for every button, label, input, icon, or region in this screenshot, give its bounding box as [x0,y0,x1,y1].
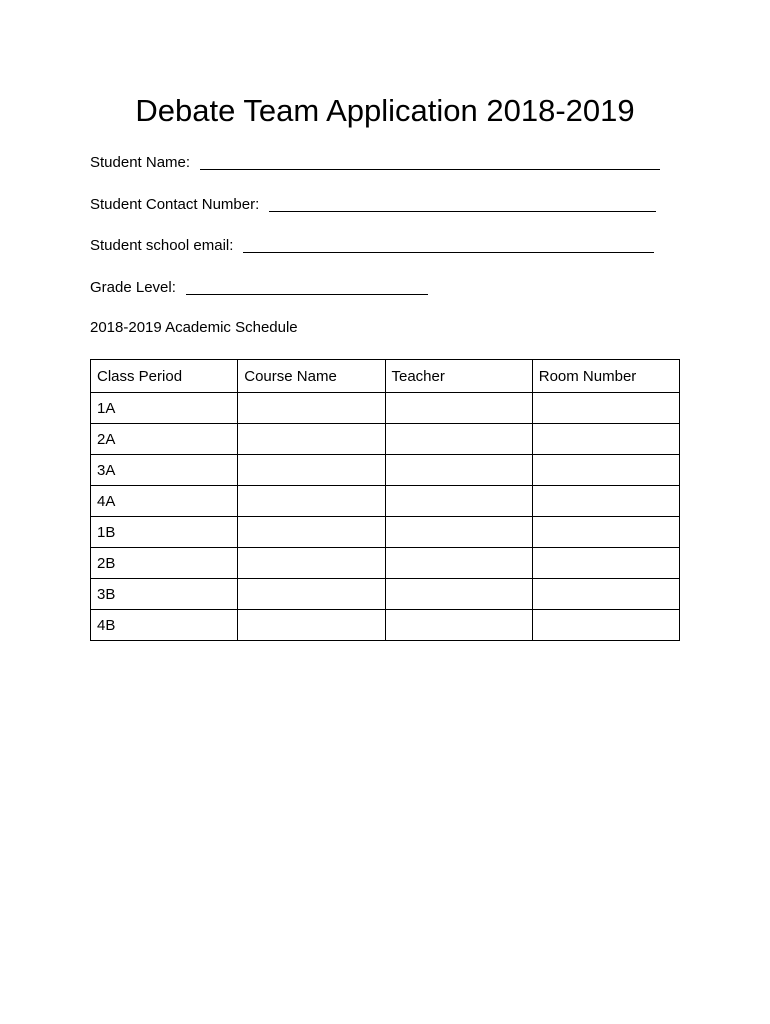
contact-number-blank[interactable] [269,197,656,212]
class-period-cell: 3B [91,579,238,610]
table-cell[interactable] [385,517,532,548]
table-cell[interactable] [238,455,385,486]
grade-level-label: Grade Level: [90,279,176,296]
table-row [91,486,680,517]
class-period-cell: 3A [91,455,238,486]
table-cell[interactable] [238,424,385,455]
table-cell[interactable] [385,455,532,486]
table-cell[interactable] [385,393,532,424]
grade-level-blank[interactable] [186,280,428,295]
table-cell[interactable] [532,610,679,641]
table-row [91,548,680,579]
school-email-label: Student school email: [90,237,234,254]
table-row [91,455,680,486]
school-email-field[interactable] [90,231,654,255]
table-cell[interactable] [532,424,679,455]
table-cell[interactable] [532,548,679,579]
table-cell[interactable] [532,517,679,548]
table-cell[interactable] [238,610,385,641]
class-period-cell: 2B [91,548,238,579]
class-period-cell: 1B [91,517,238,548]
table-row [91,579,680,610]
class-period-cell: 4B [91,610,238,641]
table-cell[interactable] [532,393,679,424]
table-row [91,610,680,641]
student-name-field[interactable] [90,148,660,172]
class-period-cell: 4A [91,486,238,517]
table-cell[interactable] [238,393,385,424]
class-period-cell: 2A [91,424,238,455]
schedule-header-row [91,360,680,393]
table-cell[interactable] [532,486,679,517]
column-header: Teacher [385,360,532,393]
column-header: Course Name [238,360,385,393]
table-cell[interactable] [532,579,679,610]
table-row [91,517,680,548]
school-email-blank[interactable] [243,238,654,253]
table-cell[interactable] [385,579,532,610]
table-cell[interactable] [385,486,532,517]
column-header: Class Period [91,360,238,393]
table-cell[interactable] [238,517,385,548]
table-cell[interactable] [238,579,385,610]
table-cell[interactable] [238,548,385,579]
grade-level-field[interactable] [90,273,428,297]
table-row [91,393,680,424]
contact-number-field[interactable] [90,190,656,214]
table-cell[interactable] [385,548,532,579]
table-cell[interactable] [532,455,679,486]
column-header: Room Number [532,360,679,393]
schedule-heading: 2018-2019 Academic Schedule [90,319,298,336]
document-title: Debate Team Application 2018-2019 [135,93,635,128]
schedule-table [90,359,680,641]
class-period-cell: 1A [91,393,238,424]
student-name-blank[interactable] [200,155,660,170]
contact-number-label: Student Contact Number: [90,196,260,213]
student-name-label: Student Name: [90,154,191,171]
table-row [91,424,680,455]
table-cell[interactable] [385,610,532,641]
table-cell[interactable] [385,424,532,455]
table-cell[interactable] [238,486,385,517]
